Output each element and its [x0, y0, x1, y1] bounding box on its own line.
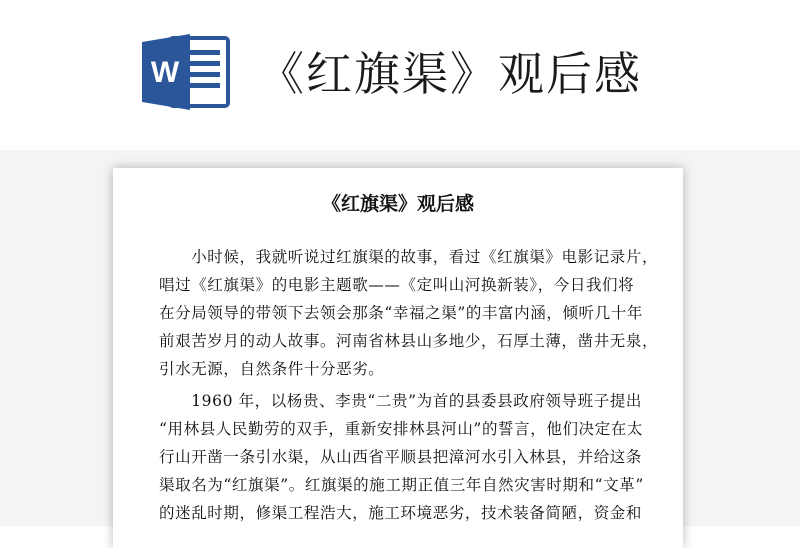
paragraph-line: 的迷乱时期，修渠工程浩大，施工环境恶劣，技术装备简陋，资金和 [159, 504, 643, 522]
paragraph-line: 小时候，我就听说过红旗渠的故事，看过《红旗渠》电影记录片， [159, 248, 659, 266]
paragraph-line: 引水无源，自然条件十分恶劣。 [159, 360, 385, 378]
word-document-icon [140, 34, 232, 110]
paragraph-line: “用林县人民勤劳的双手，重新安排林县河山”的誓言，他们决定在太 [159, 420, 643, 438]
document-page [113, 168, 683, 548]
paragraph-line: 1960 年，以杨贵、李贵“二贵”为首的县委县政府领导班子提出 [159, 392, 643, 410]
paragraph-line: 唱过《红旗渠》的电影主题歌——《定叫山河换新装》，今日我们将 [159, 276, 635, 294]
header-banner [0, 0, 800, 150]
paragraph-line: 渠取名为“红旗渠”。红旗渠的施工期正值三年自然灾害时期和“文革” [159, 476, 644, 494]
paragraph-line: 在分局领导的带领下去领会那条“幸福之渠”的丰富内涵，倾听几十年 [159, 304, 643, 322]
document-title: 《红旗渠》观后感 [321, 193, 474, 215]
banner-title: 《红旗渠》观后感 [258, 47, 642, 101]
logo-letter: W [150, 56, 180, 89]
paragraph-line: 前艰苦岁月的动人故事。河南省林县山多地少，石厚土薄，凿井无泉， [159, 332, 659, 350]
paragraph-line: 行山开凿一条引水渠，从山西省平顺县把漳河水引入林县，并给这条 [159, 448, 643, 466]
